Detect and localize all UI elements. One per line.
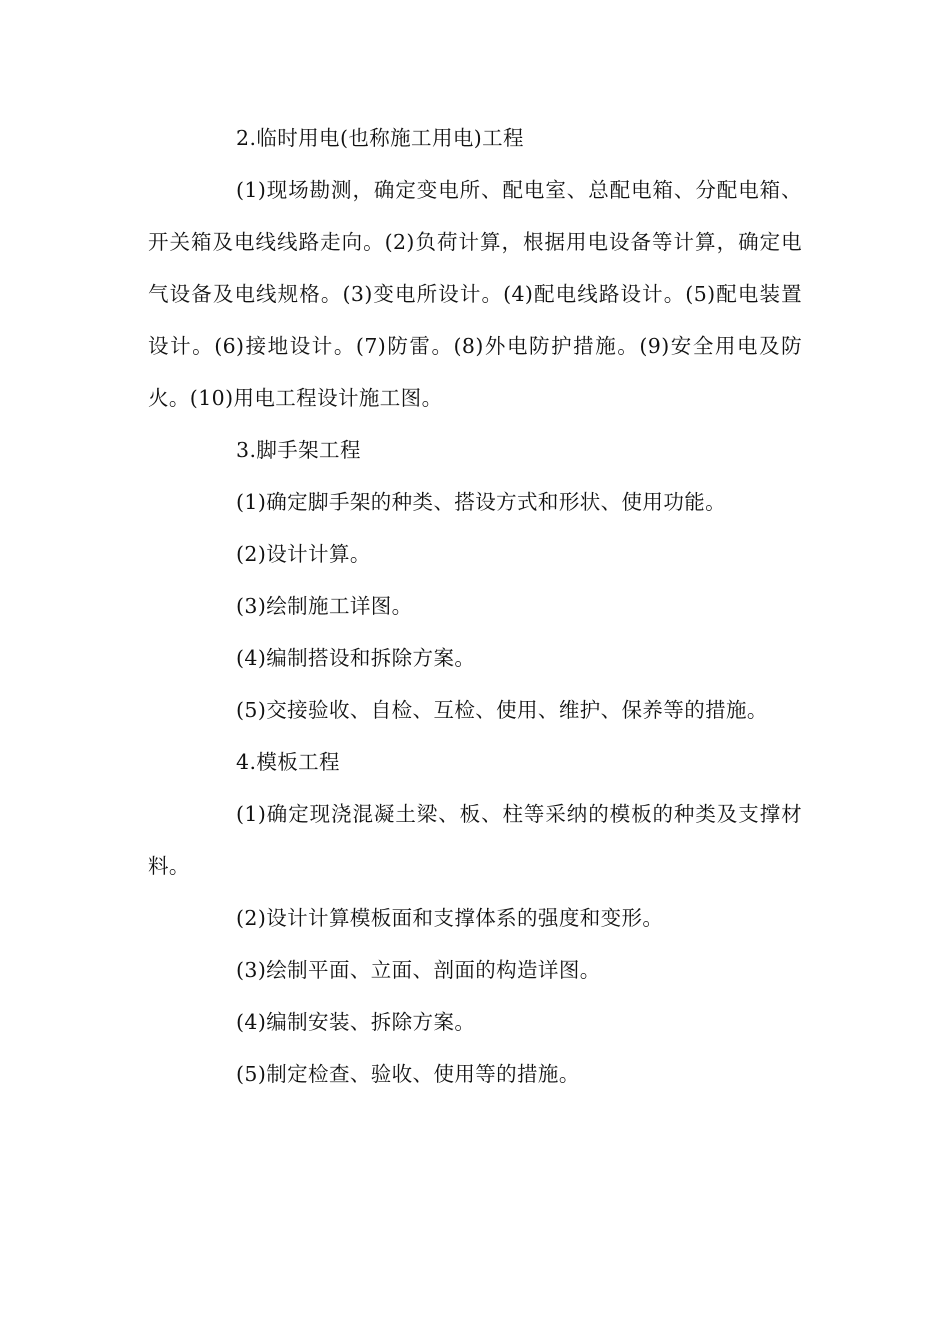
section-heading-scaffolding: 3.脚手架工程 (236, 438, 361, 462)
paragraph-scaffolding-1: (1)确定脚手架的种类、搭设方式和形状、使用功能。 (236, 490, 727, 514)
paragraph-scaffolding-2: (2)设计计算。 (236, 542, 371, 566)
paragraph-formwork-5: (5)制定检查、验收、使用等的措施。 (236, 1062, 580, 1086)
paragraph-formwork-3: (3)绘制平面、立面、剖面的构造详图。 (236, 958, 601, 982)
paragraph-scaffolding-4: (4)编制搭设和拆除方案。 (236, 646, 476, 670)
paragraph-formwork-4: (4)编制安装、拆除方案。 (236, 1010, 476, 1034)
paragraph-formwork-1: (1)确定现浇混凝土梁、板、柱等采纳的模板的种类及支撑材料。 (148, 802, 802, 878)
paragraph-temporary-power-steps: (1)现场勘测，确定变电所、配电室、总配电箱、分配电箱、开关箱及电线线路走向。(2)负荷计算，根据用电设备等计算，确定电气设备及电线规格。(3)变电所设计。(4)配电线路设计。(5)配电装置设计。(6)接地设计。(7)防雷。(8)外电防护措施。(9)安全用电及防火。(10)用电工程设计施工图。 (148, 178, 802, 410)
paragraph-formwork-2: (2)设计计算模板面和支撑体系的强度和变形。 (236, 906, 664, 930)
paragraph-scaffolding-3: (3)绘制施工详图。 (236, 594, 413, 618)
document-body (148, 112, 802, 1100)
paragraph-scaffolding-5: (5)交接验收、自检、互检、使用、维护、保养等的措施。 (236, 698, 768, 722)
section-heading-temporary-power: 2.临时用电(也称施工用电)工程 (236, 126, 524, 150)
section-heading-formwork: 4.模板工程 (236, 750, 340, 774)
